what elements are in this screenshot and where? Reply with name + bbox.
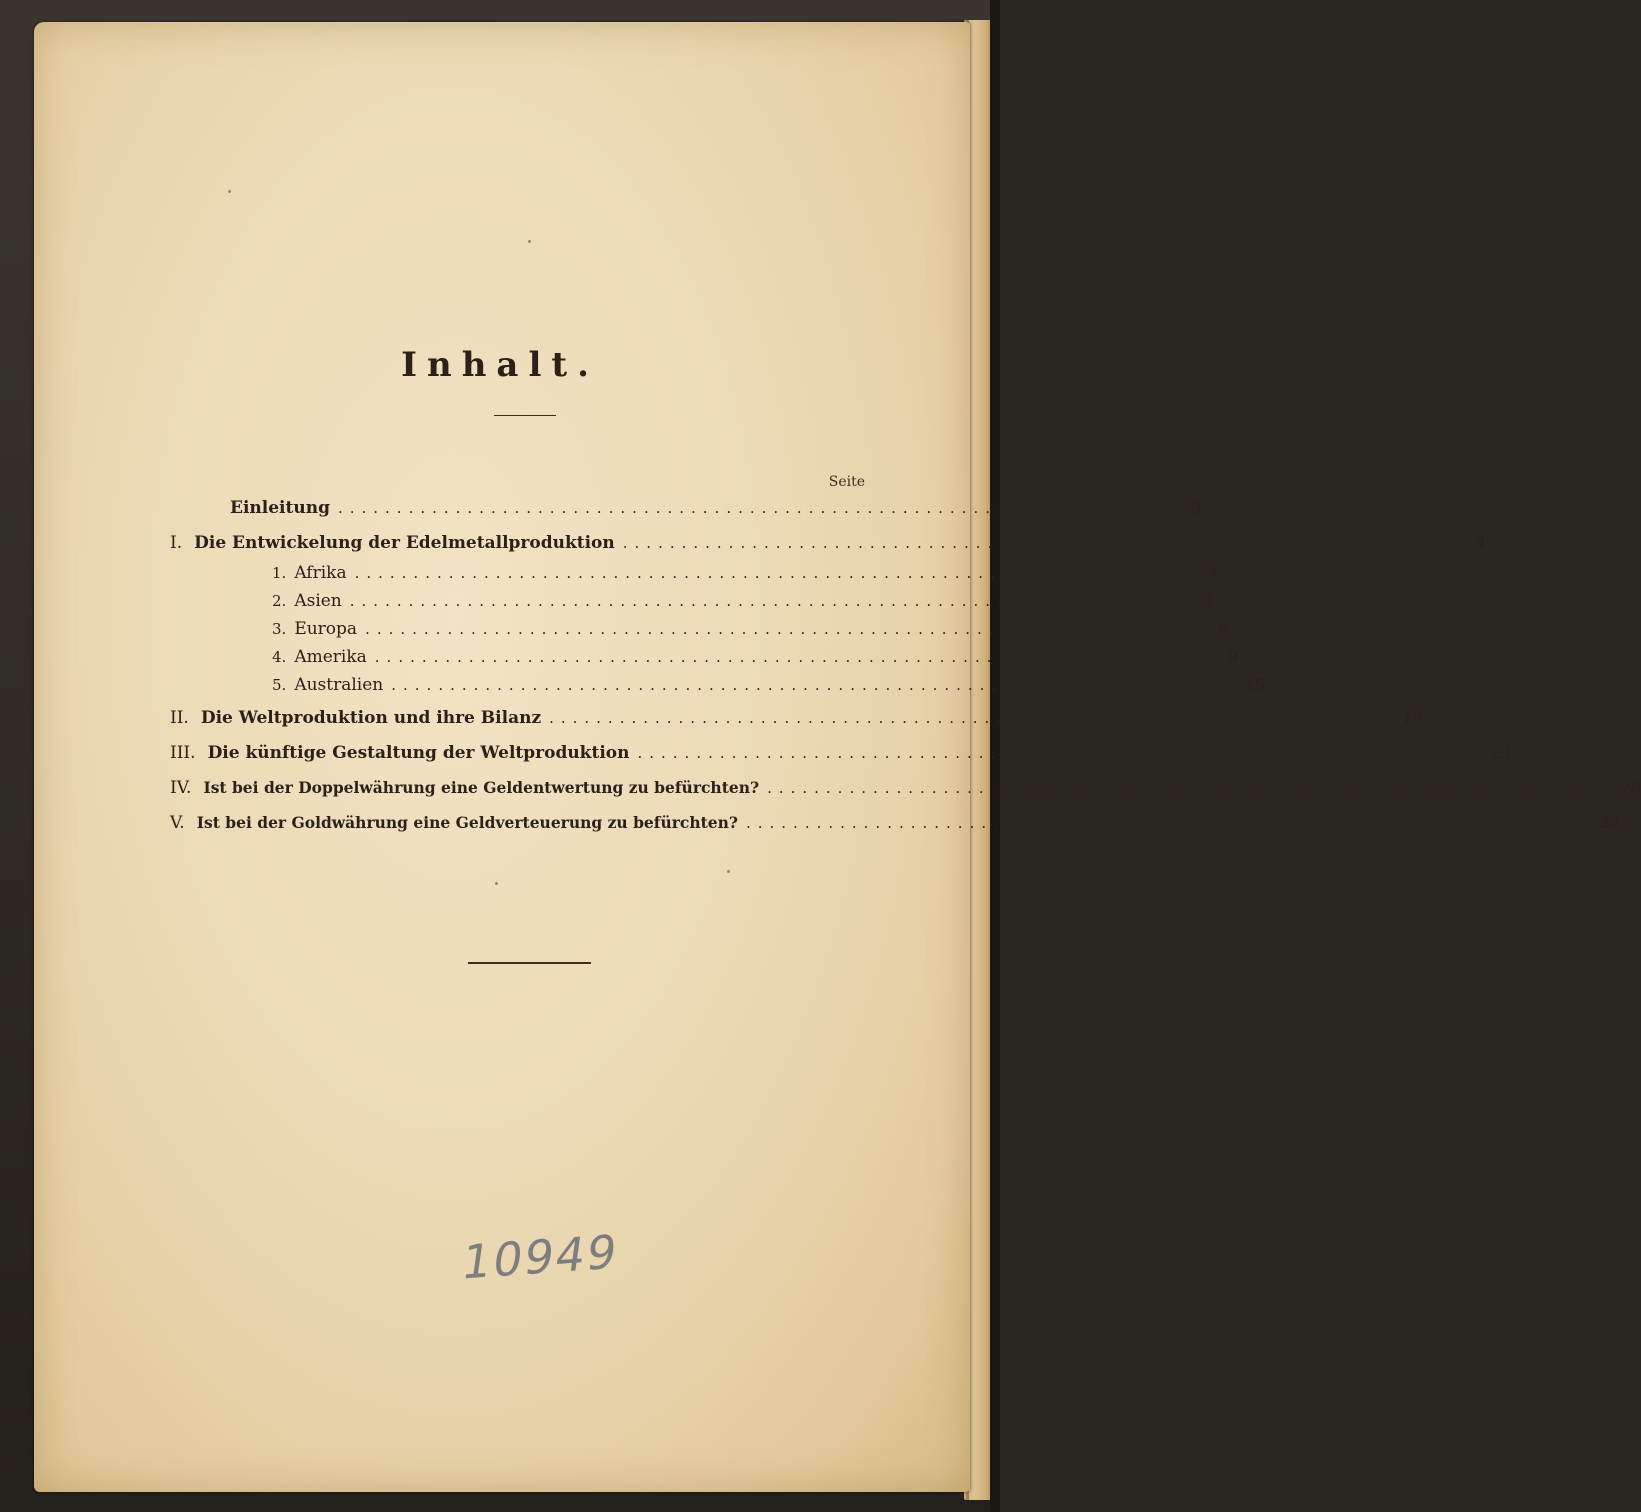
toc-leader-dots: ........................................................................ xyxy=(354,564,1202,582)
toc-leader-dots: ........................................................................ xyxy=(374,648,1223,666)
toc-subentry xyxy=(272,619,1229,643)
paper-speck xyxy=(727,870,730,873)
toc-entry xyxy=(230,498,1202,522)
toc-entry-numeral: IV. xyxy=(170,778,192,798)
toc-leader-dots: ........................................................................ xyxy=(549,709,1397,727)
toc-entry-label: Amerika xyxy=(294,647,367,667)
toc-leader-dots: ........................................................................ xyxy=(622,534,1471,552)
toc-entry xyxy=(170,813,1620,837)
toc-entry-label: Die künftige Gestaltung der Weltproduktion xyxy=(207,743,630,763)
toc-entry-page: 23 xyxy=(1490,743,1512,762)
toc-subentry xyxy=(272,591,1214,615)
toc-entry-label: Ist bei der Doppelwährung eine Geldentwertung zu befürchten? xyxy=(203,778,760,797)
title-rule xyxy=(494,415,556,416)
paper-speck xyxy=(228,190,231,193)
toc-entry-page: 9 xyxy=(1228,647,1239,666)
toc-entry-numeral: V. xyxy=(170,813,185,833)
toc-entry-label: Australien xyxy=(294,675,384,695)
toc-leader-dots: ........................................................................ xyxy=(349,592,1198,610)
toc-leader-dots: ........................................................................ xyxy=(337,499,1186,517)
toc-leader-dots: ........................................................................ xyxy=(745,814,1594,832)
handwritten-catalog-number: 10949 xyxy=(458,1224,622,1290)
toc-entry-numeral: 3. xyxy=(272,620,287,638)
end-rule xyxy=(468,962,591,964)
toc-entry xyxy=(170,743,1512,767)
toc-entry-label: Afrika xyxy=(294,563,347,583)
toc-subentry xyxy=(272,563,1219,587)
toc-entry-label: Europa xyxy=(294,619,358,639)
toc-leader-dots: ........................................................................ xyxy=(365,620,1213,638)
toc-entry-label: Einleitung xyxy=(230,498,330,518)
toc-entry-page: 8 xyxy=(1218,619,1229,638)
paper-speck xyxy=(528,240,531,243)
page-column-label: Seite xyxy=(828,474,865,490)
toc-entry-page: 32 xyxy=(1599,813,1620,832)
toc-leader-dots: ........................................................................ xyxy=(637,744,1485,762)
toc-leader-dots: ........................................................................ xyxy=(391,676,1239,694)
toc-entry xyxy=(170,778,1641,802)
toc-entry-label: Ist bei der Goldwährung eine Geldverteuerung zu befürchten? xyxy=(196,813,738,832)
page-title: Inhalt. xyxy=(401,345,599,385)
toc-entry xyxy=(170,533,1487,557)
toc-entry-page: 4 xyxy=(1476,533,1487,552)
toc-entry-page: 15 xyxy=(1244,675,1265,694)
toc-entry-numeral: I. xyxy=(170,533,183,553)
toc-entry-page: 28 xyxy=(1620,778,1641,797)
toc-entry-page: 7 xyxy=(1203,591,1214,610)
toc-entry-numeral: 4. xyxy=(272,648,287,666)
toc-entry-numeral: III. xyxy=(170,743,196,763)
toc-entry-page: 17 xyxy=(1402,708,1423,727)
toc-entry-label: Die Weltproduktion und ihre Bilanz xyxy=(200,708,542,728)
toc-entry-page: 3 xyxy=(1191,498,1202,517)
toc-subentry xyxy=(272,675,1265,699)
paper-speck xyxy=(495,882,498,885)
toc-entry-numeral: 1. xyxy=(272,564,287,582)
toc-entry xyxy=(170,708,1423,732)
toc-entry-label: Asien xyxy=(294,591,342,611)
toc-entry-numeral: II. xyxy=(170,708,189,728)
toc-entry-numeral: 5. xyxy=(272,676,287,694)
toc-entry-numeral: 2. xyxy=(272,592,287,610)
toc-subentry xyxy=(272,647,1239,671)
toc-entry-page: 4 xyxy=(1207,563,1219,582)
toc-entry-label: Die Entwickelung der Edelmetallproduktion xyxy=(194,533,615,553)
toc-leader-dots: ........................................................................ xyxy=(767,779,1615,797)
